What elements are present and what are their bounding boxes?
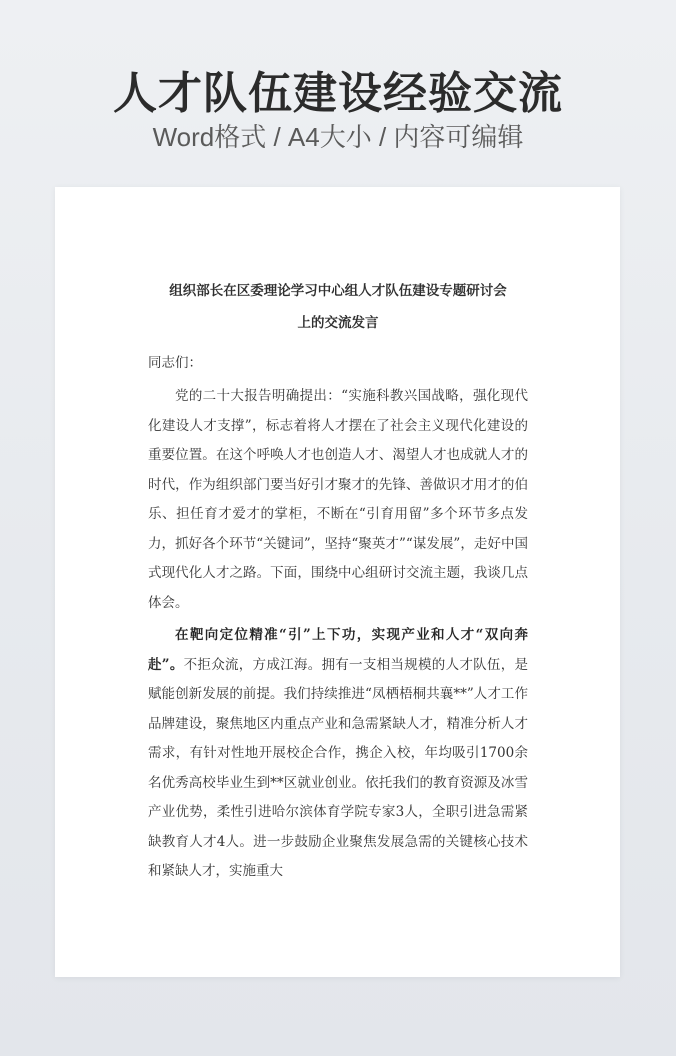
document-body (148, 275, 528, 887)
paragraph-2 (148, 621, 528, 887)
document-title-line-1: 组织部长在区委理论学习中心组人才队伍建设专题研讨会 (169, 283, 507, 299)
paragraph-1: 党的二十大报告明确提出：“实施科教兴国战略，强化现代化建设人才支撑”，标志着将人才摆在了社会主义现代化建设的重要位置。在这个呼唤人才也创造人才、渴望人才也成就人才的时代，作为组织部门要当好引才聚才的先锋、善做识才用才的伯乐、担任育才爱才的掌柜，不断在“引育用留”多个环节多点发力，抓好各个环节“关键词”，坚持“聚英才”“谋发展”，走好中国式现代化人才之路。下面，围绕中心组研讨交流主题，我谈几点体会。 (148, 388, 528, 611)
document-title-line-2: 上的交流发言 (297, 315, 379, 331)
paragraph-2-body: 不拒众流，方成江海。拥有一支相当规模的人才队伍，是赋能创新发展的前提。我们持续推进“凤栖梧桐共襄**”人才工作品牌建设，聚焦地区内重点产业和急需紧缺人才，精准分析人才需求，有针对性地开展校企合作，携企入校，年均吸引1700余名优秀高校毕业生到**区就业创业。依托我们的教育资源及冰雪产业优势，柔性引进哈尔滨体育学院专家3人，全职引进急需紧缺教育人才4人。进一步鼓励企业聚焦发展急需的关键核心技术和紧缺人才，实施重大 (148, 656, 528, 879)
paragraph-2-lead: 在靶向定位精准“引”上下功，实现产业和人才“双向奔赴”。 (148, 627, 528, 673)
banner-subtitle: Word格式 / A4大小 / 内容可编辑 (152, 122, 524, 152)
salutation: 同志们： (148, 355, 202, 371)
document-title (148, 275, 528, 339)
banner-title: 人才队伍建设经验交流 (113, 68, 563, 119)
document-page (55, 187, 620, 977)
